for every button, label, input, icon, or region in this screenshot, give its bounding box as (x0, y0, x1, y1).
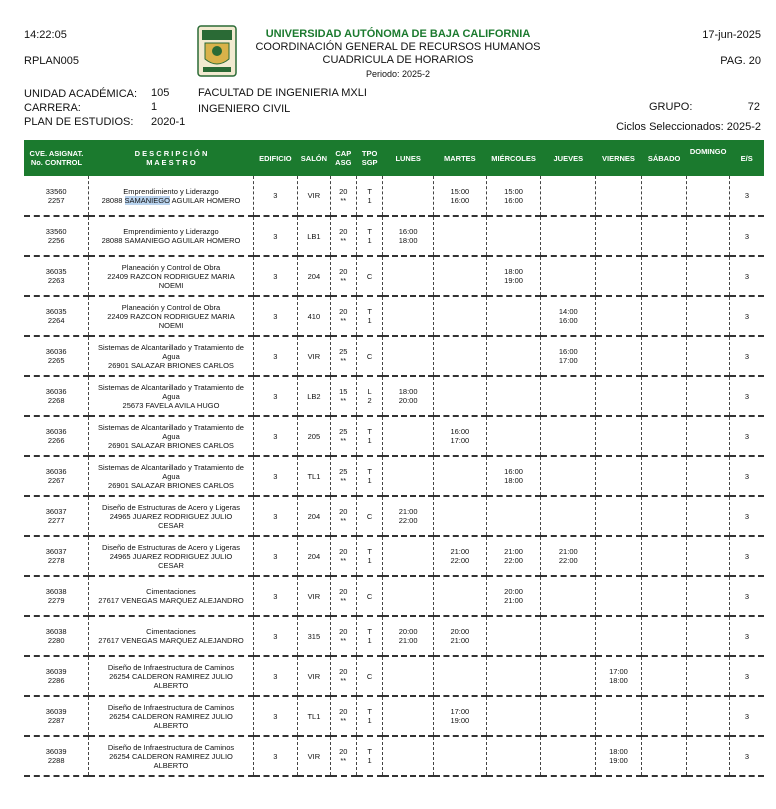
course-code-cell: 36036 2267 (24, 456, 89, 496)
teacher-name: 24965 JUAREZ RODRIGUEZ JULIO CESAR (109, 551, 233, 570)
day-jueves-cell (541, 696, 596, 736)
es-cell: 3 (729, 696, 764, 736)
room-cell: VIR (298, 176, 330, 216)
col-sabado: SÁBADO (641, 140, 687, 176)
plan-label: PLAN DE ESTUDIOS: (24, 116, 134, 128)
day-miercoles-cell: 16:00 18:00 (486, 456, 541, 496)
day-lunes-cell (383, 656, 434, 696)
day-viernes-cell (596, 576, 642, 616)
description-cell (89, 336, 253, 376)
capacity-cell: 20 ** (330, 256, 356, 296)
description-cell (89, 416, 253, 456)
day-lunes-cell (383, 736, 434, 776)
table-row (24, 176, 764, 216)
day-miercoles-cell (486, 496, 541, 536)
es-cell: 3 (729, 256, 764, 296)
career-code: 1 (151, 101, 158, 113)
room-cell: 204 (298, 256, 330, 296)
subject-name: Planeación y Control de Obra (121, 262, 221, 272)
career-name: INGENIERO CIVIL (198, 103, 291, 115)
day-sabado-cell (641, 616, 687, 656)
day-lunes-cell (383, 576, 434, 616)
day-sabado-cell (641, 336, 687, 376)
day-domingo-cell (687, 656, 730, 696)
day-jueves-cell: 21:00 22:00 (541, 536, 596, 576)
day-domingo-cell (687, 616, 730, 656)
teacher-name: 27617 VENEGAS MARQUEZ ALEJANDRO (98, 596, 244, 605)
day-sabado-cell (641, 536, 687, 576)
day-viernes-cell (596, 376, 642, 416)
es-cell: 3 (729, 216, 764, 256)
day-viernes-cell (596, 416, 642, 456)
teacher-name: 26254 CALDERON RAMIREZ JULIO ALBERTO (109, 711, 233, 730)
page-number: PAG. 20 (720, 55, 761, 67)
capacity-cell: 20 ** (330, 216, 356, 256)
day-jueves-cell: 14:00 16:00 (541, 296, 596, 336)
coordination-name: COORDINACIÓN GENERAL DE RECURSOS HUMANOS (255, 41, 541, 53)
day-martes-cell: 17:00 19:00 (433, 696, 486, 736)
day-martes-cell (433, 256, 486, 296)
subject-name: Emprendimiento y Liderazgo (123, 227, 219, 236)
room-cell: VIR (298, 736, 330, 776)
capacity-cell: 20 ** (330, 296, 356, 336)
day-jueves-cell (541, 416, 596, 456)
day-domingo-cell (687, 216, 730, 256)
teacher-name: 24965 JUAREZ RODRIGUEZ JULIO CESAR (109, 511, 233, 530)
room-cell: TL1 (298, 696, 330, 736)
teacher-name: 22409 RAZCON RODRIGUEZ MARIA NOEMI (107, 311, 235, 330)
building-cell: 3 (253, 376, 298, 416)
type-cell: L 2 (356, 376, 382, 416)
col-jueves: JUEVES (541, 140, 596, 176)
day-lunes-cell (383, 456, 434, 496)
building-cell: 3 (253, 576, 298, 616)
capacity-cell: 20 ** (330, 656, 356, 696)
building-cell: 3 (253, 296, 298, 336)
table-row (24, 496, 764, 536)
day-jueves-cell: 16:00 17:00 (541, 336, 596, 376)
col-domingo: DOMINGO (687, 140, 730, 176)
description-cell (89, 616, 253, 656)
subject-name: Emprendimiento y Liderazgo (123, 186, 219, 196)
day-miercoles-cell: 15:00 16:00 (486, 176, 541, 216)
room-cell: 410 (298, 296, 330, 336)
course-code-cell: 33560 2257 (24, 176, 89, 216)
type-cell: C (356, 576, 382, 616)
description-cell (89, 536, 253, 576)
teacher-name: 27617 VENEGAS MARQUEZ ALEJANDRO (98, 636, 244, 645)
day-martes-cell: 16:00 17:00 (433, 416, 486, 456)
day-lunes-cell (383, 696, 434, 736)
description-cell (89, 216, 253, 256)
type-cell: C (356, 656, 382, 696)
day-miercoles-cell (486, 416, 541, 456)
day-viernes-cell (596, 616, 642, 656)
day-miercoles-cell (486, 376, 541, 416)
type-cell: T 1 (356, 536, 382, 576)
type-cell: T 1 (356, 616, 382, 656)
col-viernes: VIERNES (596, 140, 642, 176)
col-tpo: TPO SGP (356, 140, 382, 176)
building-cell: 3 (253, 616, 298, 656)
day-domingo-cell (687, 256, 730, 296)
col-salon: SALÓN (298, 140, 330, 176)
course-code-cell: 36039 2286 (24, 656, 89, 696)
description-cell (89, 736, 253, 776)
day-viernes-cell (596, 216, 642, 256)
subject-name: Cimentaciones (146, 627, 196, 636)
day-jueves-cell (541, 616, 596, 656)
day-miercoles-cell: 20:00 21:00 (486, 576, 541, 616)
room-cell: 204 (298, 496, 330, 536)
building-cell: 3 (253, 696, 298, 736)
building-cell: 3 (253, 336, 298, 376)
type-cell: T 1 (356, 216, 382, 256)
day-miercoles-cell (486, 736, 541, 776)
day-sabado-cell (641, 216, 687, 256)
type-cell: T 1 (356, 736, 382, 776)
teacher-name: 28088 SAMANIEGO AGUILAR HOMERO (101, 236, 241, 245)
table-row (24, 216, 764, 256)
unit-code: 105 (151, 87, 170, 99)
teacher-name: 26901 SALAZAR BRIONES CARLOS (108, 360, 234, 370)
day-martes-cell (433, 296, 486, 336)
subject-name: Diseño de Estructuras de Acero y Ligeras (101, 542, 240, 552)
day-jueves-cell (541, 736, 596, 776)
es-cell: 3 (729, 736, 764, 776)
type-cell: T 1 (356, 696, 382, 736)
room-cell: LB2 (298, 376, 330, 416)
unit-label: UNIDAD ACADÉMICA: (24, 88, 138, 100)
group-label: GRUPO: (649, 101, 693, 113)
day-domingo-cell (687, 336, 730, 376)
day-lunes-cell: 21:00 22:00 (383, 496, 434, 536)
capacity-cell: 25 ** (330, 416, 356, 456)
description-cell (89, 376, 253, 416)
es-cell: 3 (729, 536, 764, 576)
day-viernes-cell (596, 496, 642, 536)
es-cell: 3 (729, 576, 764, 616)
teacher-name: 22409 RAZCON RODRIGUEZ MARIA NOEMI (107, 271, 235, 290)
day-domingo-cell (687, 416, 730, 456)
capacity-cell: 20 ** (330, 536, 356, 576)
course-code-cell: 36038 2280 (24, 616, 89, 656)
day-martes-cell (433, 656, 486, 696)
room-cell: 204 (298, 536, 330, 576)
period: Periodo: 2025-2 (365, 69, 431, 79)
capacity-cell: 25 ** (330, 336, 356, 376)
report-code: RPLAN005 (24, 55, 80, 67)
description-cell (89, 496, 253, 536)
table-row (24, 256, 764, 296)
day-jueves-cell (541, 216, 596, 256)
day-martes-cell: 21:00 22:00 (433, 536, 486, 576)
day-lunes-cell (383, 176, 434, 216)
course-code-cell: 36037 2278 (24, 536, 89, 576)
col-miercoles: MIÉRCOLES (486, 140, 541, 176)
table-row (24, 656, 764, 696)
selected-cycles: Ciclos Seleccionados: 2025-2 (616, 121, 761, 133)
day-viernes-cell (596, 456, 642, 496)
table-row (24, 696, 764, 736)
day-domingo-cell (687, 296, 730, 336)
subject-name: Sistemas de Alcantarillado y Tratamiento de Agua (98, 422, 244, 441)
report-time: 14:22:05 (24, 29, 67, 41)
day-miercoles-cell (486, 216, 541, 256)
building-cell: 3 (253, 456, 298, 496)
table-row (24, 736, 764, 776)
day-viernes-cell (596, 256, 642, 296)
capacity-cell: 20 ** (330, 696, 356, 736)
day-domingo-cell (687, 576, 730, 616)
building-cell: 3 (253, 216, 298, 256)
day-martes-cell: 15:00 16:00 (433, 176, 486, 216)
col-martes: MARTES (433, 140, 486, 176)
course-code-cell: 36036 2266 (24, 416, 89, 456)
day-domingo-cell (687, 696, 730, 736)
day-jueves-cell (541, 576, 596, 616)
day-jueves-cell (541, 456, 596, 496)
es-cell: 3 (729, 616, 764, 656)
es-cell: 3 (729, 416, 764, 456)
day-sabado-cell (641, 456, 687, 496)
table-row (24, 336, 764, 376)
description-cell (89, 176, 253, 216)
day-viernes-cell (596, 536, 642, 576)
day-domingo-cell (687, 176, 730, 216)
table-row (24, 456, 764, 496)
table-row (24, 376, 764, 416)
day-viernes-cell: 17:00 18:00 (596, 656, 642, 696)
subject-name: Diseño de Estructuras de Acero y Ligeras (101, 502, 240, 512)
day-sabado-cell (641, 296, 687, 336)
day-jueves-cell (541, 656, 596, 696)
day-viernes-cell: 18:00 19:00 (596, 736, 642, 776)
course-code-cell: 33560 2256 (24, 216, 89, 256)
report-title: CUADRICULA DE HORARIOS (322, 54, 474, 66)
table-row (24, 416, 764, 456)
room-cell: 205 (298, 416, 330, 456)
teacher-name: 26254 CALDERON RAMIREZ JULIO ALBERTO (109, 751, 233, 770)
day-sabado-cell (641, 176, 687, 216)
day-domingo-cell (687, 536, 730, 576)
room-cell: VIR (298, 576, 330, 616)
day-sabado-cell (641, 576, 687, 616)
day-jueves-cell (541, 376, 596, 416)
subject-name: Sistemas de Alcantarillado y Tratamiento de Agua (98, 342, 244, 361)
day-domingo-cell (687, 736, 730, 776)
unit-name: FACULTAD DE INGENIERIA MXLI (198, 87, 367, 99)
es-cell: 3 (729, 496, 764, 536)
description-cell (89, 456, 253, 496)
day-martes-cell: 20:00 21:00 (433, 616, 486, 656)
building-cell: 3 (253, 656, 298, 696)
teacher-name: 26254 CALDERON RAMIREZ JULIO ALBERTO (109, 671, 233, 690)
es-cell: 3 (729, 456, 764, 496)
day-sabado-cell (641, 696, 687, 736)
table-row (24, 536, 764, 576)
table-row (24, 616, 764, 656)
day-sabado-cell (641, 256, 687, 296)
building-cell: 3 (253, 736, 298, 776)
capacity-cell: 15 ** (330, 376, 356, 416)
day-jueves-cell (541, 176, 596, 216)
capacity-cell: 20 ** (330, 736, 356, 776)
day-miercoles-cell (486, 336, 541, 376)
col-cap: CAP ASG (330, 140, 356, 176)
course-code-cell: 36035 2263 (24, 256, 89, 296)
type-cell: T 1 (356, 296, 382, 336)
day-lunes-cell (383, 296, 434, 336)
capacity-cell: 20 ** (330, 576, 356, 616)
day-miercoles-cell: 18:00 19:00 (486, 256, 541, 296)
description-cell (89, 296, 253, 336)
capacity-cell: 20 ** (330, 176, 356, 216)
capacity-cell: 20 ** (330, 496, 356, 536)
day-lunes-cell (383, 256, 434, 296)
course-code-cell: 36036 2265 (24, 336, 89, 376)
teacher-name: 26901 SALAZAR BRIONES CARLOS (108, 480, 234, 490)
room-cell: LB1 (298, 216, 330, 256)
course-code-cell: 36036 2268 (24, 376, 89, 416)
day-miercoles-cell (486, 696, 541, 736)
description-cell (89, 576, 253, 616)
day-martes-cell (433, 496, 486, 536)
day-martes-cell (433, 336, 486, 376)
day-miercoles-cell (486, 616, 541, 656)
subject-name: Sistemas de Alcantarillado y Tratamiento de Agua (98, 382, 244, 401)
day-jueves-cell (541, 256, 596, 296)
capacity-cell: 20 ** (330, 616, 356, 656)
group-value: 72 (747, 101, 760, 113)
type-cell: C (356, 256, 382, 296)
day-viernes-cell (596, 176, 642, 216)
career-label: CARRERA: (24, 102, 81, 114)
day-sabado-cell (641, 496, 687, 536)
type-cell: T 1 (356, 456, 382, 496)
day-martes-cell (433, 456, 486, 496)
description-cell (89, 256, 253, 296)
day-lunes-cell (383, 416, 434, 456)
schedule-table (24, 140, 764, 777)
day-martes-cell (433, 376, 486, 416)
building-cell: 3 (253, 416, 298, 456)
day-lunes-cell (383, 336, 434, 376)
day-sabado-cell (641, 376, 687, 416)
day-martes-cell (433, 216, 486, 256)
room-cell: TL1 (298, 456, 330, 496)
day-lunes-cell: 16:00 18:00 (383, 216, 434, 256)
building-cell: 3 (253, 176, 298, 216)
building-cell: 3 (253, 256, 298, 296)
table-row (24, 576, 764, 616)
col-edificio: EDIFICIO (253, 140, 298, 176)
building-cell: 3 (253, 496, 298, 536)
room-cell: 315 (298, 616, 330, 656)
day-domingo-cell (687, 456, 730, 496)
day-domingo-cell (687, 496, 730, 536)
course-code-cell: 36035 2264 (24, 296, 89, 336)
es-cell: 3 (729, 296, 764, 336)
teacher-name: 28088 SAMANIEGO AGUILAR HOMERO (101, 195, 241, 205)
day-lunes-cell (383, 536, 434, 576)
university-name: UNIVERSIDAD AUTÓNOMA DE BAJA CALIFORNIA (265, 28, 531, 40)
day-martes-cell (433, 576, 486, 616)
course-code-cell: 36037 2277 (24, 496, 89, 536)
table-row (24, 296, 764, 336)
day-viernes-cell (596, 336, 642, 376)
type-cell: T 1 (356, 176, 382, 216)
type-cell: C (356, 496, 382, 536)
description-cell (89, 656, 253, 696)
day-viernes-cell (596, 296, 642, 336)
day-lunes-cell: 20:00 21:00 (383, 616, 434, 656)
building-cell: 3 (253, 536, 298, 576)
room-cell: VIR (298, 336, 330, 376)
day-martes-cell (433, 736, 486, 776)
es-cell: 3 (729, 656, 764, 696)
room-cell: VIR (298, 656, 330, 696)
capacity-cell: 25 ** (330, 456, 356, 496)
day-jueves-cell (541, 496, 596, 536)
type-cell: C (356, 336, 382, 376)
subject-name: Diseño de Infraestructura de Caminos (107, 742, 235, 752)
day-lunes-cell: 18:00 20:00 (383, 376, 434, 416)
day-sabado-cell (641, 736, 687, 776)
day-viernes-cell (596, 696, 642, 736)
type-cell: T 1 (356, 416, 382, 456)
day-sabado-cell (641, 656, 687, 696)
col-cve: CVE. ASIGNAT. No. CONTROL (24, 140, 89, 176)
subject-name: Diseño de Infraestructura de Caminos (107, 702, 235, 712)
col-es: E/S (729, 140, 764, 176)
subject-name: Cimentaciones (146, 587, 196, 596)
col-lunes: LUNES (383, 140, 434, 176)
course-code-cell: 36038 2279 (24, 576, 89, 616)
day-domingo-cell (687, 376, 730, 416)
subject-name: Sistemas de Alcantarillado y Tratamiento de Agua (98, 462, 244, 481)
day-miercoles-cell (486, 656, 541, 696)
description-cell (89, 696, 253, 736)
es-cell: 3 (729, 376, 764, 416)
day-miercoles-cell: 21:00 22:00 (486, 536, 541, 576)
course-code-cell: 36039 2287 (24, 696, 89, 736)
report-date: 17-jun-2025 (702, 29, 761, 41)
course-code-cell: 36039 2288 (24, 736, 89, 776)
teacher-name: 26901 SALAZAR BRIONES CARLOS (108, 440, 234, 450)
teacher-highlight: SAMANIEGO (124, 195, 170, 205)
day-sabado-cell (641, 416, 687, 456)
plan-value: 2020-1 (151, 116, 186, 128)
es-cell: 3 (729, 336, 764, 376)
col-desc: D E S C R I P C I Ó N M A E S T R O (89, 140, 253, 176)
es-cell: 3 (729, 176, 764, 216)
subject-name: Diseño de Infraestructura de Caminos (107, 662, 235, 672)
table-header-row (24, 140, 764, 176)
day-miercoles-cell (486, 296, 541, 336)
teacher-name: 25673 FAVELA AVILA HUGO (122, 400, 220, 410)
subject-name: Planeación y Control de Obra (121, 302, 221, 312)
